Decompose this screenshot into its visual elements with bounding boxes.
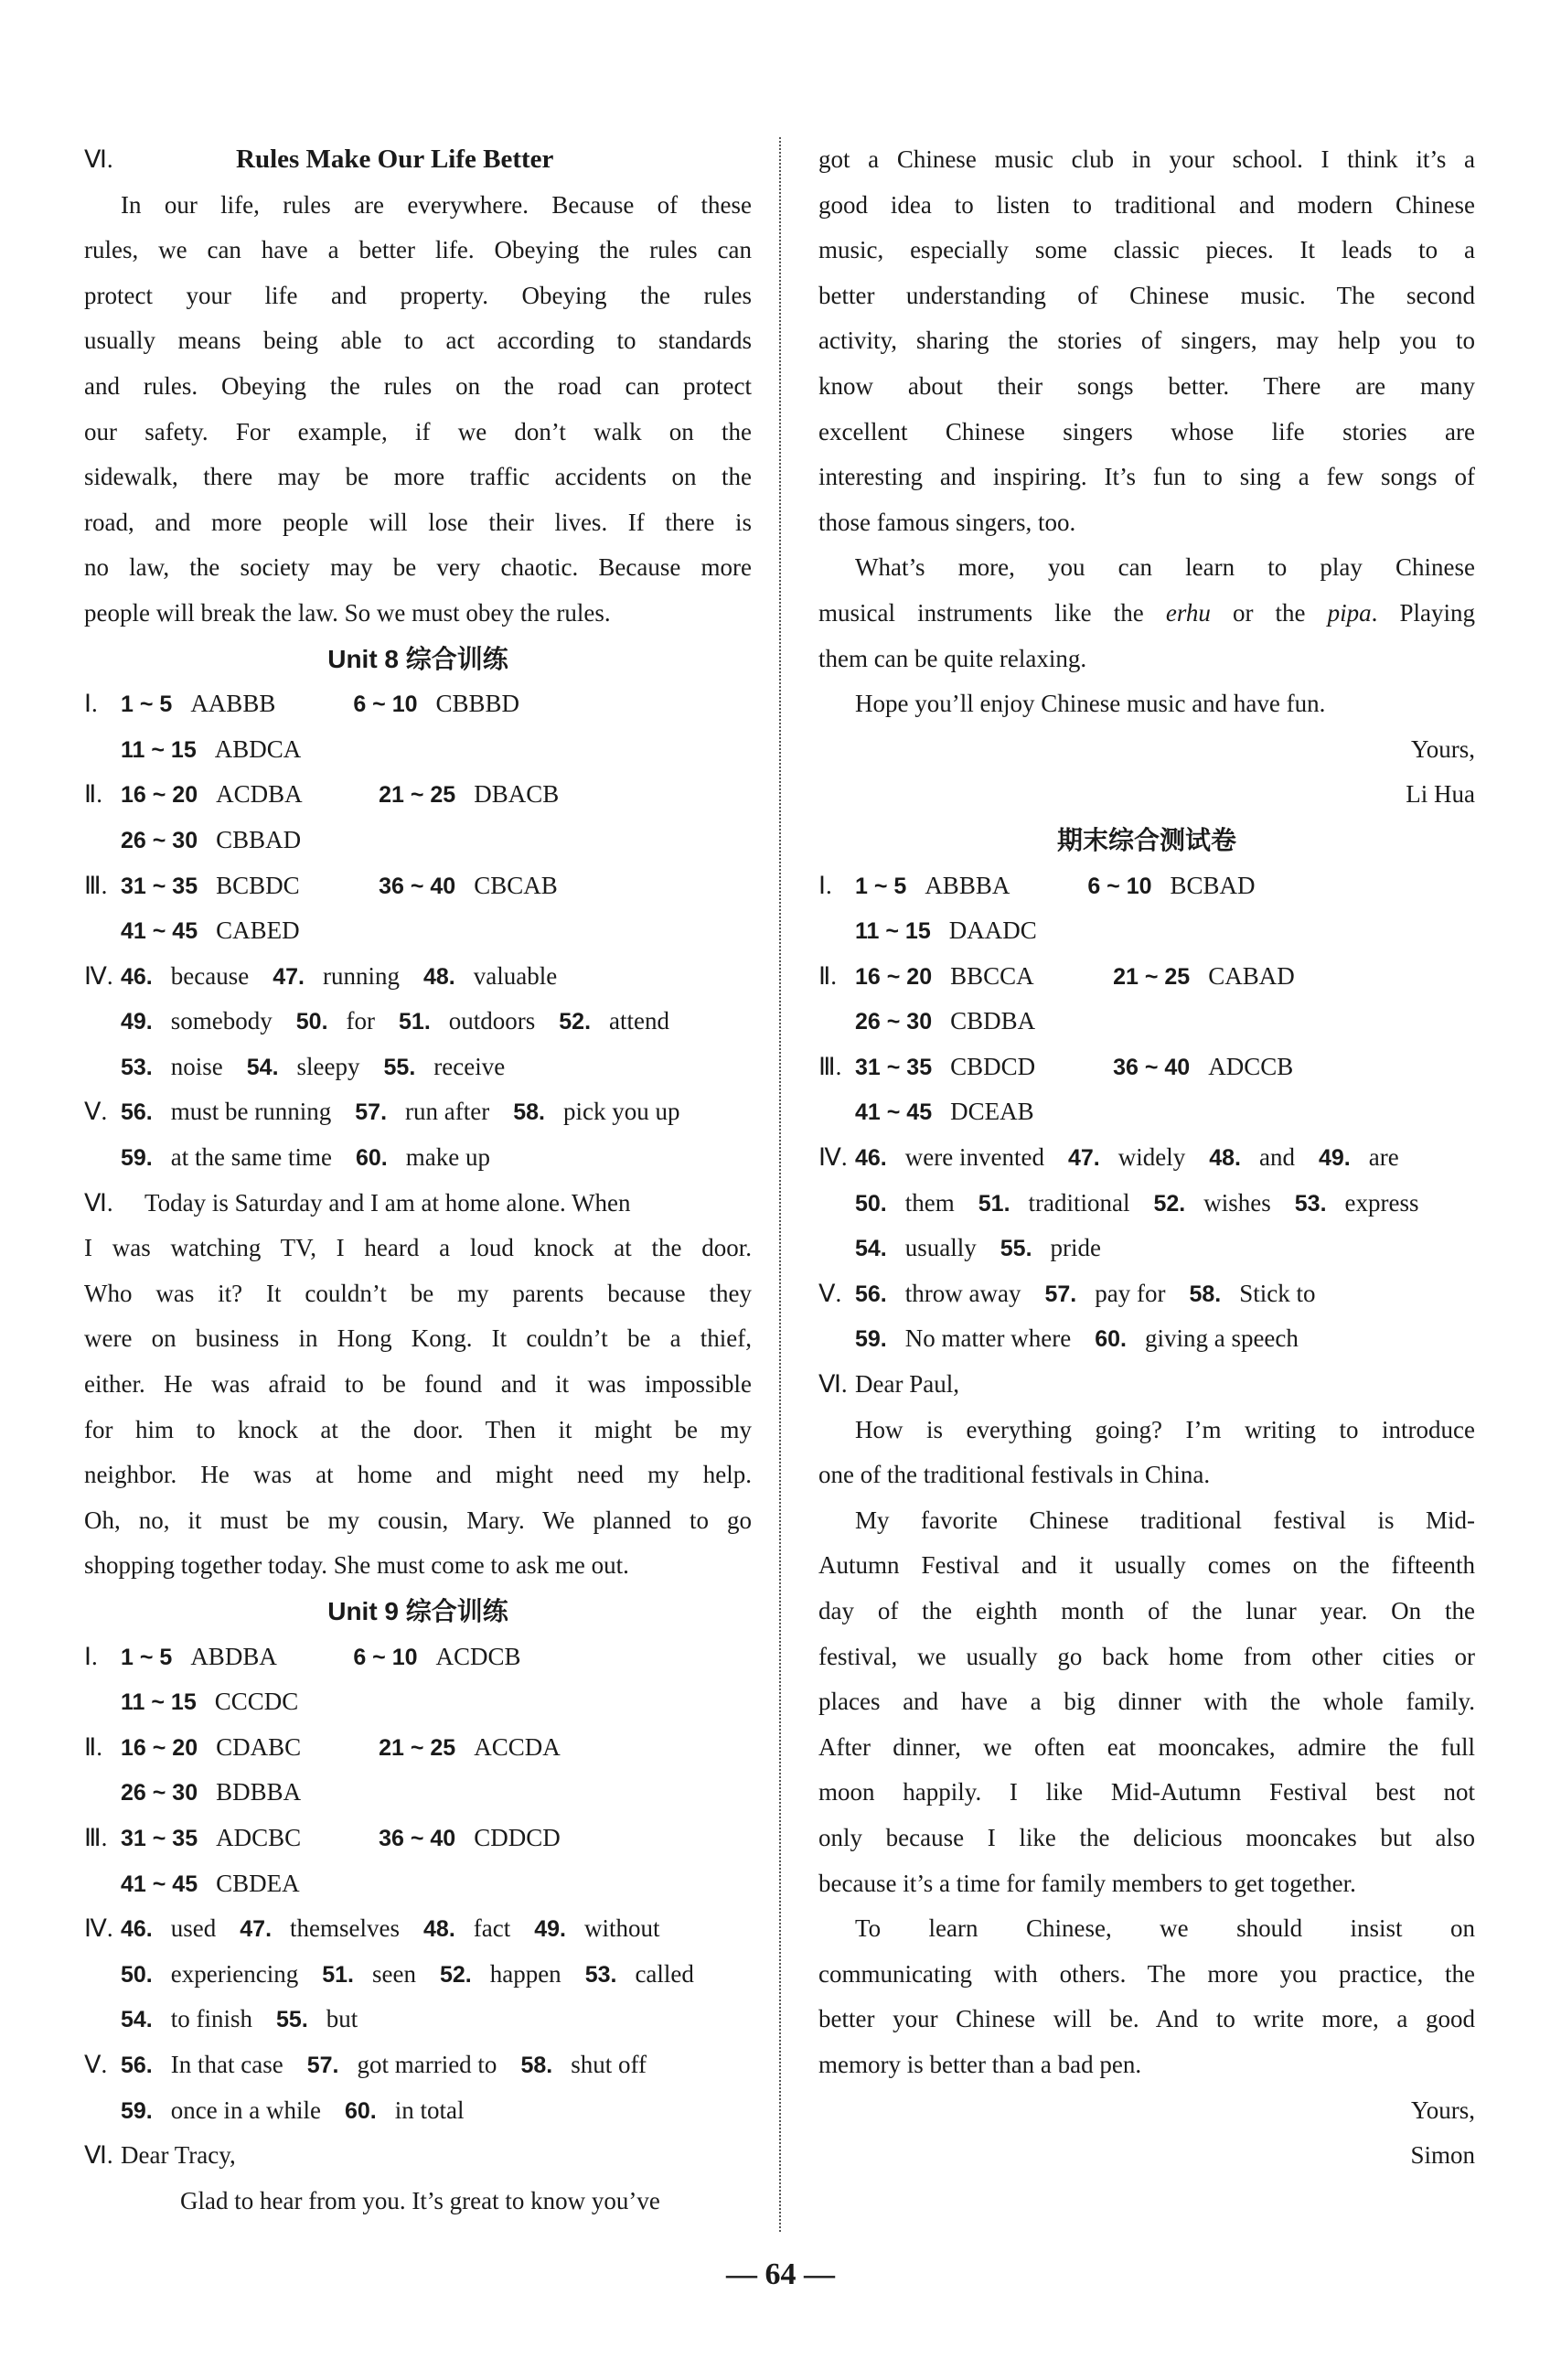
text-line: road, and more people will lose their lives. If there is bbox=[84, 508, 752, 536]
question-number: 21 ~ 25 bbox=[379, 1734, 456, 1761]
question-number: 16 ~ 20 bbox=[121, 1734, 198, 1761]
text-fragment: Oh, no, it must be my cousin, Mary. We planned to go bbox=[84, 1506, 752, 1534]
question-number: 31 ~ 35 bbox=[121, 873, 198, 899]
question-number: 54. bbox=[855, 1236, 887, 1262]
text-fragment: shopping together today. She must come to ask me out. bbox=[84, 1551, 629, 1580]
question-number: 11 ~ 15 bbox=[121, 1689, 197, 1716]
question-number: 52. bbox=[1153, 1190, 1186, 1217]
question-number: 41 ~ 45 bbox=[121, 1871, 198, 1897]
text-line: and rules. Obeying the rules on the road can protect bbox=[84, 371, 752, 400]
text-line: because it’s a time for family members to get together. bbox=[818, 1869, 1356, 1897]
question-number: 52. bbox=[559, 1009, 592, 1035]
question-number: 6 ~ 10 bbox=[353, 1644, 418, 1670]
answer-value: ACDCB bbox=[435, 1642, 521, 1670]
answer-row bbox=[818, 863, 1475, 909]
answer-value: ADCBC bbox=[216, 1823, 302, 1851]
text-line: our safety. For example, if we don’t walk on the bbox=[84, 417, 752, 445]
question-number: 57. bbox=[355, 1099, 388, 1126]
section-roman: Ⅵ. bbox=[84, 2141, 113, 2170]
question-number: 26 ~ 30 bbox=[855, 1009, 933, 1035]
text-line bbox=[84, 1271, 752, 1317]
answer-value: are bbox=[1368, 1143, 1399, 1172]
answer-value: ABBBA bbox=[925, 871, 1010, 899]
letter-greeting: Dear Paul, bbox=[855, 1370, 959, 1399]
question-number: 6 ~ 10 bbox=[353, 691, 418, 718]
answer-row bbox=[84, 954, 752, 1000]
answer-value: DCEAB bbox=[950, 1098, 1034, 1126]
answer-value: fact bbox=[473, 1914, 511, 1943]
answer-value: CDDCD bbox=[474, 1823, 561, 1851]
unit8-answers bbox=[84, 681, 752, 1181]
text-fragment: . Playing bbox=[1371, 598, 1475, 627]
text-line bbox=[84, 1362, 752, 1408]
italic-word: erhu bbox=[1165, 598, 1211, 627]
answer-value: happen bbox=[489, 1959, 561, 1988]
essay-rules bbox=[84, 183, 752, 637]
question-number: 41 ~ 45 bbox=[121, 918, 198, 945]
essay-title: Rules Make Our Life Better bbox=[236, 145, 554, 174]
section-roman: Ⅰ. bbox=[818, 871, 832, 899]
answer-value: AABBB bbox=[190, 690, 276, 718]
answer-row bbox=[818, 1089, 1475, 1135]
text-line: rules, we can have a better life. Obeying the rules can bbox=[84, 236, 752, 264]
question-number: 47. bbox=[1067, 1145, 1100, 1172]
text-line: Hope you’ll enjoy Chinese music and have fun. bbox=[855, 690, 1326, 718]
answer-value: DAADC bbox=[948, 917, 1037, 945]
letter-signature: Simon bbox=[1410, 2141, 1475, 2170]
question-number: 11 ~ 15 bbox=[855, 918, 931, 945]
text-fragment: or the bbox=[1210, 598, 1328, 627]
answer-value: CCCDC bbox=[214, 1688, 299, 1716]
question-number: 56. bbox=[121, 2052, 153, 2078]
text-line bbox=[84, 1543, 752, 1589]
answer-row bbox=[84, 1089, 752, 1135]
question-number: 47. bbox=[273, 963, 305, 990]
text-fragment: for him to knock at the door. Then it might be my bbox=[84, 1415, 752, 1443]
question-number: 60. bbox=[344, 2097, 377, 2124]
question-number: 58. bbox=[513, 1099, 545, 1126]
section-roman: Ⅳ. bbox=[84, 961, 113, 990]
answer-value: experiencing bbox=[170, 1959, 299, 1988]
letter-greeting-line bbox=[84, 2133, 752, 2179]
text-line: sidewalk, there may be more traffic accidents on the bbox=[84, 463, 752, 491]
answer-value: sleepy bbox=[296, 1052, 360, 1080]
answer-value: valuable bbox=[473, 961, 558, 990]
answer-value: CABAD bbox=[1208, 961, 1295, 990]
section-roman: Ⅴ. bbox=[84, 1098, 108, 1126]
text-line: communicating with others. The more you practice, the bbox=[818, 1959, 1475, 1988]
unit9-answers bbox=[84, 1635, 752, 2134]
answer-row bbox=[818, 1135, 1475, 1181]
answer-value: outdoors bbox=[448, 1007, 536, 1035]
answer-row bbox=[84, 818, 752, 863]
question-number: 52. bbox=[439, 1961, 472, 1988]
answer-row bbox=[818, 908, 1475, 954]
answer-value: throw away bbox=[904, 1279, 1021, 1307]
text-line: good idea to listen to traditional and modern Chinese bbox=[818, 190, 1475, 219]
section-roman: Ⅴ. bbox=[818, 1279, 842, 1307]
answer-row bbox=[84, 772, 752, 818]
question-number: 57. bbox=[306, 2052, 339, 2078]
question-number: 56. bbox=[855, 1281, 887, 1307]
text-line bbox=[84, 1453, 752, 1498]
answer-value: pick you up bbox=[563, 1098, 680, 1126]
question-number: 1 ~ 5 bbox=[855, 873, 907, 899]
answer-value: but bbox=[326, 2005, 358, 2033]
unit8-heading: Unit 8 综合训练 bbox=[327, 644, 508, 673]
answer-row bbox=[818, 1181, 1475, 1227]
letter2-paragraph-3 bbox=[818, 1906, 1475, 2042]
text-line: better understanding of Chinese music. The second bbox=[818, 281, 1475, 309]
question-number: 6 ~ 10 bbox=[1087, 873, 1152, 899]
text-line: How is everything going? I’m writing to introduce bbox=[855, 1415, 1475, 1443]
question-number: 48. bbox=[423, 1916, 455, 1943]
answer-value: ABDCA bbox=[214, 734, 302, 763]
answer-row bbox=[818, 1271, 1475, 1317]
answer-value: DBACB bbox=[474, 780, 560, 809]
right-column bbox=[818, 137, 1475, 2179]
answer-row bbox=[818, 954, 1475, 1000]
answer-row bbox=[84, 1045, 752, 1090]
answer-value: themselves bbox=[290, 1914, 401, 1943]
answer-row bbox=[84, 999, 752, 1045]
question-number: 31 ~ 35 bbox=[855, 1054, 933, 1080]
question-number: 48. bbox=[1209, 1145, 1241, 1172]
question-number: 53. bbox=[584, 1961, 617, 1988]
answer-value: must be running bbox=[170, 1098, 332, 1126]
text-line bbox=[84, 1226, 752, 1271]
text-line: In our life, rules are everywhere. Because of these bbox=[121, 190, 752, 219]
question-number: 50. bbox=[121, 1961, 153, 1988]
text-line: no law, the society may be very chaotic. Because more bbox=[84, 553, 752, 582]
question-number: 53. bbox=[121, 1054, 153, 1080]
question-number: 51. bbox=[399, 1009, 431, 1035]
letter2-paragraph-2 bbox=[818, 1498, 1475, 1861]
answer-row bbox=[84, 908, 752, 954]
answer-value: traditional bbox=[1028, 1188, 1130, 1217]
section-roman: Ⅴ. bbox=[84, 2050, 108, 2078]
answer-value: CBDCD bbox=[950, 1052, 1036, 1080]
column-divider bbox=[779, 137, 781, 2232]
answer-row bbox=[818, 999, 1475, 1045]
question-number: 47. bbox=[240, 1916, 273, 1943]
section-roman: Ⅲ. bbox=[84, 871, 108, 899]
letter-greeting: Dear Tracy, bbox=[121, 2141, 236, 2170]
section-roman: Ⅵ. bbox=[84, 1188, 113, 1217]
letter-first-line: Glad to hear from you. It’s great to know you’ve bbox=[180, 2186, 660, 2214]
text-line: music, especially some classic pieces. It leads to a bbox=[818, 236, 1475, 264]
text-line: My favorite Chinese traditional festival is Mid- bbox=[855, 1506, 1475, 1534]
unit9-heading: Unit 9 综合训练 bbox=[327, 1597, 508, 1625]
text-line: day of the eighth month of the lunar year. On the bbox=[818, 1597, 1475, 1624]
answer-value: wishes bbox=[1203, 1188, 1271, 1217]
question-number: 55. bbox=[1000, 1236, 1032, 1262]
answer-value: pay for bbox=[1095, 1279, 1166, 1307]
answer-row bbox=[818, 1045, 1475, 1090]
question-number: 49. bbox=[1318, 1145, 1351, 1172]
question-number: 59. bbox=[855, 1326, 887, 1353]
answer-value: ABDBA bbox=[190, 1642, 277, 1670]
question-number: 54. bbox=[121, 2007, 153, 2033]
answer-value: at the same time bbox=[170, 1143, 332, 1172]
answer-value: used bbox=[170, 1914, 217, 1943]
text-line bbox=[818, 591, 1475, 637]
section-roman: Ⅳ. bbox=[818, 1143, 848, 1172]
answer-value: In that case bbox=[170, 2050, 283, 2078]
question-number: 58. bbox=[1189, 1281, 1222, 1307]
question-number: 49. bbox=[121, 1009, 153, 1035]
question-number: 60. bbox=[1095, 1326, 1127, 1353]
question-number: 36 ~ 40 bbox=[1113, 1054, 1191, 1080]
text-line: activity, sharing the stories of singers, may help you to bbox=[818, 327, 1475, 355]
question-number: 50. bbox=[295, 1009, 328, 1035]
answer-value: got married to bbox=[357, 2050, 497, 2078]
text-line: festival, we usually go back home from other cities or bbox=[818, 1642, 1475, 1670]
page-number: — 64 — bbox=[726, 2257, 835, 2291]
text-line: excellent Chinese singers whose life stories are bbox=[818, 417, 1475, 445]
section-roman: Ⅵ. bbox=[818, 1370, 848, 1399]
question-number: 11 ~ 15 bbox=[121, 736, 197, 763]
text-line: After dinner, we often eat mooncakes, admire the full bbox=[818, 1732, 1475, 1761]
answer-value: them bbox=[904, 1188, 955, 1217]
text-line bbox=[84, 1408, 752, 1453]
answer-value: seen bbox=[371, 1959, 416, 1988]
text-line: people will break the law. So we must obey the rules. bbox=[84, 598, 611, 627]
answer-value: CBBBD bbox=[435, 690, 520, 718]
text-fragment: neighbor. He was at home and might need my help. bbox=[84, 1461, 752, 1489]
question-number: 36 ~ 40 bbox=[379, 873, 456, 899]
section-roman: Ⅲ. bbox=[818, 1052, 842, 1080]
text-fragment: Today is Saturday and I am at home alone. When bbox=[144, 1188, 631, 1217]
answer-value: CBDEA bbox=[216, 1869, 300, 1897]
answer-value: running bbox=[322, 961, 400, 990]
question-number: 1 ~ 5 bbox=[121, 1644, 173, 1670]
answer-value: and bbox=[1258, 1143, 1295, 1172]
text-line: To learn Chinese, we should insist on bbox=[855, 1914, 1475, 1943]
answer-value: pride bbox=[1050, 1234, 1102, 1262]
letter-signature: Li Hua bbox=[1406, 780, 1475, 809]
letter-closing: Yours, bbox=[1410, 734, 1475, 763]
section-roman: Ⅱ. bbox=[84, 780, 103, 809]
question-number: 1 ~ 5 bbox=[121, 691, 173, 718]
answer-value: were invented bbox=[904, 1143, 1044, 1172]
answer-value: shut off bbox=[571, 2050, 647, 2078]
letter2-paragraph-1 bbox=[818, 1408, 1475, 1453]
text-line: one of the traditional festivals in China. bbox=[818, 1461, 1211, 1489]
question-number: 54. bbox=[246, 1054, 279, 1080]
answer-value: ACCDA bbox=[474, 1732, 561, 1761]
question-number: 36 ~ 40 bbox=[379, 1825, 456, 1851]
answer-row bbox=[84, 1906, 752, 1952]
answer-value: CBCAB bbox=[474, 871, 558, 899]
answer-value: BCBDC bbox=[216, 871, 300, 899]
text-fragment: I was watching TV, I heard a loud knock at the door. bbox=[84, 1234, 752, 1262]
text-fragment: were on business in Hong Kong. It couldn’t be a thief, bbox=[84, 1324, 752, 1353]
section-roman: Ⅱ. bbox=[84, 1732, 103, 1761]
question-number: 46. bbox=[121, 1916, 153, 1943]
answer-row bbox=[84, 1135, 752, 1181]
answer-value: without bbox=[584, 1914, 660, 1943]
question-number: 58. bbox=[520, 2052, 553, 2078]
answer-value: BBCCA bbox=[950, 961, 1034, 990]
question-number: 46. bbox=[121, 963, 153, 990]
answer-row bbox=[84, 1952, 752, 1998]
answer-row bbox=[84, 2088, 752, 2134]
text-line bbox=[84, 1181, 752, 1227]
answer-row bbox=[818, 1226, 1475, 1271]
answer-value: ACDBA bbox=[216, 780, 303, 809]
answer-row bbox=[84, 1679, 752, 1725]
question-number: 51. bbox=[322, 1961, 354, 1988]
answer-row bbox=[84, 2042, 752, 2088]
question-number: 46. bbox=[855, 1145, 887, 1172]
answer-row bbox=[84, 1770, 752, 1816]
question-number: 51. bbox=[978, 1190, 1010, 1217]
text-line: usually means being able to act according to standards bbox=[84, 327, 752, 355]
answer-row bbox=[84, 1725, 752, 1771]
question-number: 48. bbox=[422, 963, 455, 990]
text-line bbox=[84, 1316, 752, 1362]
question-number: 26 ~ 30 bbox=[121, 1780, 198, 1806]
text-line: better your Chinese will be. And to write more, a good bbox=[818, 2005, 1475, 2033]
answer-value: for bbox=[346, 1007, 376, 1035]
answer-value: to finish bbox=[170, 2005, 253, 2033]
text-line: moon happily. I like Mid-Autumn Festival best not bbox=[818, 1778, 1475, 1806]
text-line: them can be quite relaxing. bbox=[818, 644, 1087, 672]
answer-value: usually bbox=[904, 1234, 977, 1262]
answer-row bbox=[84, 863, 752, 909]
section-roman: Ⅰ. bbox=[84, 690, 98, 718]
text-line: What’s more, you can learn to play Chinese bbox=[855, 553, 1475, 582]
question-number: 55. bbox=[383, 1054, 416, 1080]
section-roman: Ⅰ. bbox=[84, 1642, 98, 1670]
question-number: 26 ~ 30 bbox=[121, 827, 198, 853]
question-number: 59. bbox=[121, 1145, 153, 1172]
answer-value: CBDBA bbox=[950, 1007, 1036, 1035]
question-number: 60. bbox=[355, 1145, 388, 1172]
question-number: 49. bbox=[534, 1916, 567, 1943]
text-fragment: musical instruments like the bbox=[818, 598, 1166, 627]
question-number: 59. bbox=[121, 2097, 153, 2124]
question-number: 50. bbox=[855, 1190, 887, 1217]
letter-greeting-line bbox=[818, 1362, 1475, 1408]
text-line: know about their songs better. There are many bbox=[818, 371, 1475, 400]
letter-closing: Yours, bbox=[1410, 2096, 1475, 2124]
italic-word: pipa bbox=[1327, 598, 1372, 627]
question-number: 55. bbox=[276, 2007, 308, 2033]
answer-value: express bbox=[1344, 1188, 1419, 1217]
text-line: Autumn Festival and it usually comes on the fifteenth bbox=[818, 1551, 1475, 1580]
question-number: 21 ~ 25 bbox=[1113, 963, 1191, 990]
question-number: 53. bbox=[1294, 1190, 1327, 1217]
answer-row bbox=[818, 1316, 1475, 1362]
essay-saturday bbox=[84, 1181, 752, 1589]
question-number: 16 ~ 20 bbox=[121, 782, 198, 809]
text-line: protect your life and property. Obeying the rules bbox=[84, 281, 752, 309]
text-line: got a Chinese music club in your school. I think it’s a bbox=[818, 145, 1475, 173]
section-roman: Ⅳ. bbox=[84, 1914, 113, 1943]
answer-value: make up bbox=[405, 1143, 490, 1172]
essay-title-line bbox=[84, 137, 752, 183]
question-number: 21 ~ 25 bbox=[379, 782, 456, 809]
answer-value: No matter where bbox=[904, 1324, 1072, 1353]
text-line: memory is better than a bad pen. bbox=[818, 2050, 1142, 2078]
answer-row bbox=[84, 1816, 752, 1861]
answer-value: noise bbox=[170, 1052, 223, 1080]
answer-value: because bbox=[170, 961, 250, 990]
answer-value: called bbox=[635, 1959, 694, 1988]
section-roman: Ⅵ. bbox=[84, 145, 113, 173]
final-test-answers bbox=[818, 863, 1475, 1363]
answer-value: Stick to bbox=[1239, 1279, 1316, 1307]
question-number: 57. bbox=[1044, 1281, 1077, 1307]
answer-row bbox=[84, 727, 752, 773]
question-number: 56. bbox=[121, 1099, 153, 1126]
answer-value: BCBAD bbox=[1170, 871, 1256, 899]
question-number: 41 ~ 45 bbox=[855, 1099, 933, 1126]
question-number: 16 ~ 20 bbox=[855, 963, 933, 990]
answer-value: CDABC bbox=[216, 1732, 302, 1761]
answer-value: ADCCB bbox=[1208, 1052, 1294, 1080]
answer-value: somebody bbox=[170, 1007, 273, 1035]
answer-value: in total bbox=[394, 2096, 465, 2124]
answer-value: run after bbox=[405, 1098, 490, 1126]
answer-row bbox=[84, 1635, 752, 1680]
text-fragment: either. He was afraid to be found and it was impossible bbox=[84, 1370, 752, 1399]
text-line: places and have a big dinner with the whole family. bbox=[818, 1688, 1475, 1716]
answer-value: CBBAD bbox=[216, 825, 302, 853]
answer-value: BDBBA bbox=[216, 1778, 302, 1806]
answer-value: receive bbox=[433, 1052, 506, 1080]
text-line: those famous singers, too. bbox=[818, 508, 1076, 536]
left-column bbox=[84, 137, 752, 2224]
answer-row bbox=[84, 1861, 752, 1907]
answer-value: attend bbox=[609, 1007, 670, 1035]
section-roman: Ⅲ. bbox=[84, 1823, 108, 1851]
text-line: only because I like the delicious mooncakes but also bbox=[818, 1823, 1475, 1851]
text-fragment: Who was it? It couldn’t be my parents because they bbox=[84, 1279, 752, 1307]
text-line bbox=[84, 1498, 752, 1544]
answer-value: giving a speech bbox=[1144, 1324, 1299, 1353]
answer-row bbox=[84, 1997, 752, 2042]
answer-value: CABED bbox=[216, 917, 300, 945]
text-line: interesting and inspiring. It’s fun to sing a few songs of bbox=[818, 463, 1475, 491]
answer-row bbox=[84, 681, 752, 727]
letter-continuation bbox=[818, 137, 1475, 500]
final-test-heading: 期末综合测试卷 bbox=[1056, 825, 1236, 854]
answer-value: widely bbox=[1117, 1143, 1186, 1172]
answer-value: once in a while bbox=[170, 2096, 321, 2124]
section-roman: Ⅱ. bbox=[818, 961, 838, 990]
question-number: 31 ~ 35 bbox=[121, 1825, 198, 1851]
